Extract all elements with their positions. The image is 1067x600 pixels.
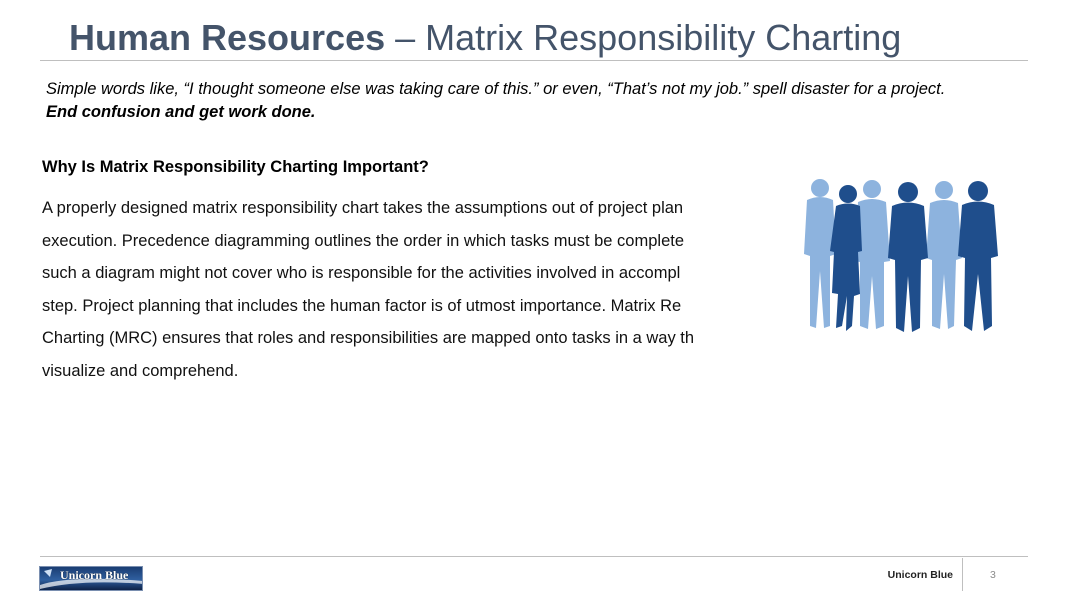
body-line: step. Project planning that includes the human factor is of utmost importance. Matrix Re [42,296,682,315]
footer-brand: Unicorn Blue [887,569,953,581]
footer-divider [40,556,1028,557]
company-logo [39,566,143,591]
intro-quote [46,78,976,124]
intro-bold-text: End confusion and get work done. [46,103,316,121]
title-rest-part: – Matrix Responsibility Charting [385,17,902,58]
title-divider [40,60,1028,61]
body-paragraph [42,192,772,392]
light-silhouettes [804,179,962,329]
footer-separator [962,558,963,591]
section-heading: Why Is Matrix Responsibility Charting Important? [42,158,429,176]
person-silhouette [830,185,862,331]
logo-text: Unicorn Blue [60,568,129,582]
dark-silhouettes [830,181,998,332]
slide-title [69,14,901,62]
body-line: A properly designed matrix responsibility chart takes the assumptions out of project plan [42,199,684,217]
body-line: execution. Precedence diagramming outlines the order in which tasks must be complete [42,231,685,250]
body-line: Charting (MRC) ensures that roles and responsibilities are mapped onto tasks in a way th [42,329,695,347]
intro-italic-text: Simple words like, “I thought someone else was taking care of this.” or even, “That’s not my job.” spell disaster for a project. [46,80,946,98]
body-line: such a diagram might not cover who is responsible for the activities involved in accompl [42,264,681,282]
person-silhouette [958,181,998,331]
people-silhouettes-icon [800,176,1010,341]
body-line: visualize and comprehend. [42,361,239,380]
person-silhouette [854,180,890,329]
page-number: 3 [990,569,996,581]
person-silhouette [888,182,928,332]
person-silhouette [926,181,962,329]
title-bold-part: Human Resources [69,17,386,58]
person-silhouette [804,179,836,328]
